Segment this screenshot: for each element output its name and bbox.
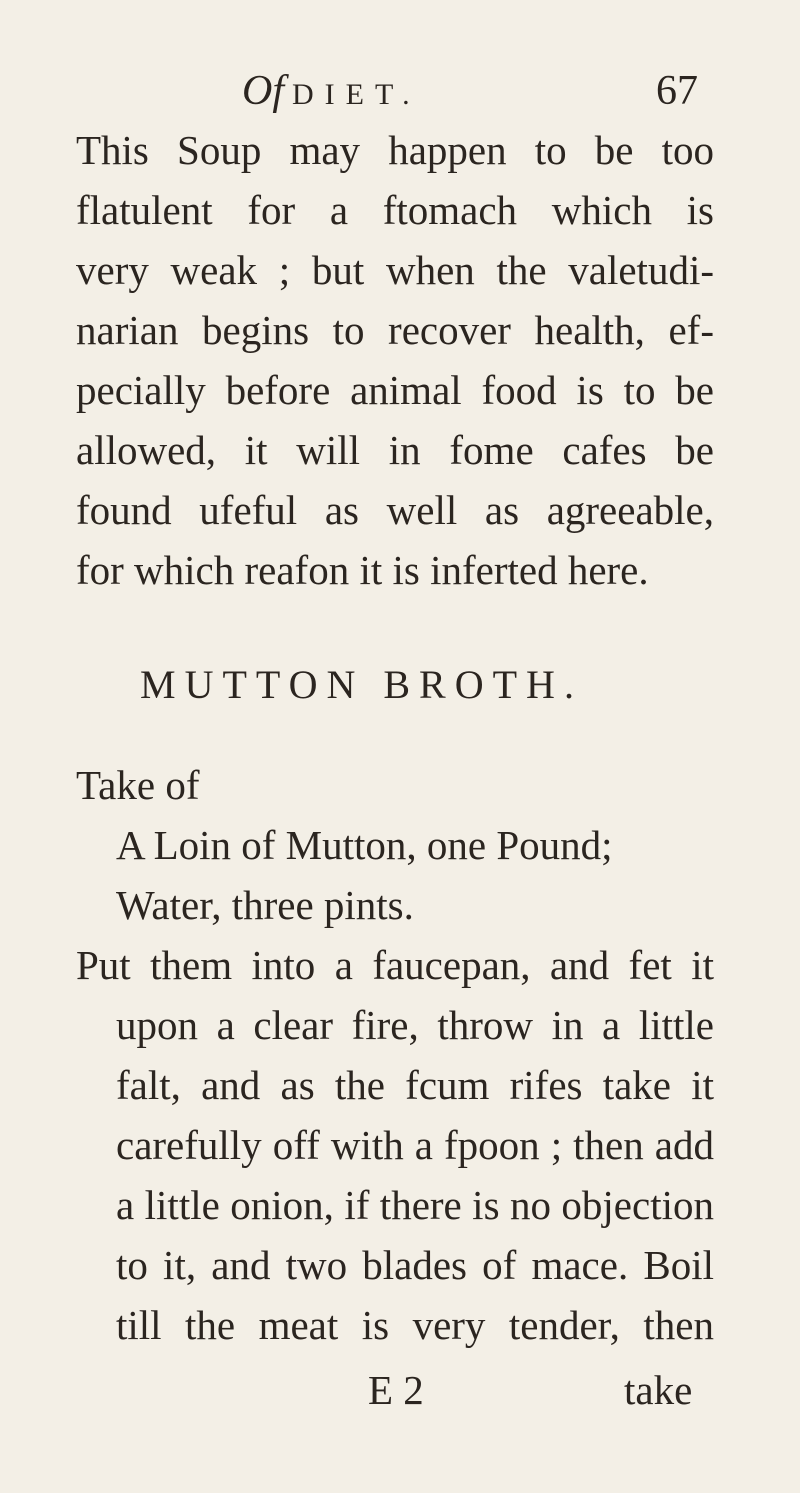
recipe-intro: Take of [76,762,200,808]
ingredient-line: A Loin of Mutton, one Pound; [116,822,613,868]
text-line: allowed, it will in fome cafes be [76,427,714,473]
text-line: narian begins to recover health, ef- [76,307,714,353]
recipe-heading: MUTTON BROTH. [140,662,583,707]
text-line: found ufeful as well as agreeable, [76,487,714,533]
text-line: This Soup may happen to be too [76,127,714,173]
catchword: take [624,1367,693,1413]
text-line: to it, and two blades of mace. Boil [116,1242,714,1288]
text-line: a little onion, if there is no objection [116,1182,714,1228]
ingredient-line: Water, three pints. [116,882,414,928]
text-line: Put them into a faucepan, and fet it [76,942,714,988]
running-title-text: DIET. [292,78,421,111]
text-line: for which reafon it is inferted here. [76,547,649,593]
text-line: till the meat is very tender, then [116,1302,714,1348]
page-header [0,66,800,126]
text-line: falt, and as the fcum rifes take it [116,1062,714,1108]
text-line: flatulent for a ftomach which is [76,187,714,233]
running-title-italic: Of [242,68,284,114]
text-line: carefully off with a fpoon ; then add [116,1122,714,1168]
running-title [242,66,421,120]
signature-mark: E 2 [368,1367,424,1413]
text-line: upon a clear fire, throw in a little [116,1002,714,1048]
text-line: pecially before animal food is to be [76,367,714,413]
text-line: very weak ; but when the valetudi- [76,247,714,293]
page-number: 67 [656,68,698,114]
